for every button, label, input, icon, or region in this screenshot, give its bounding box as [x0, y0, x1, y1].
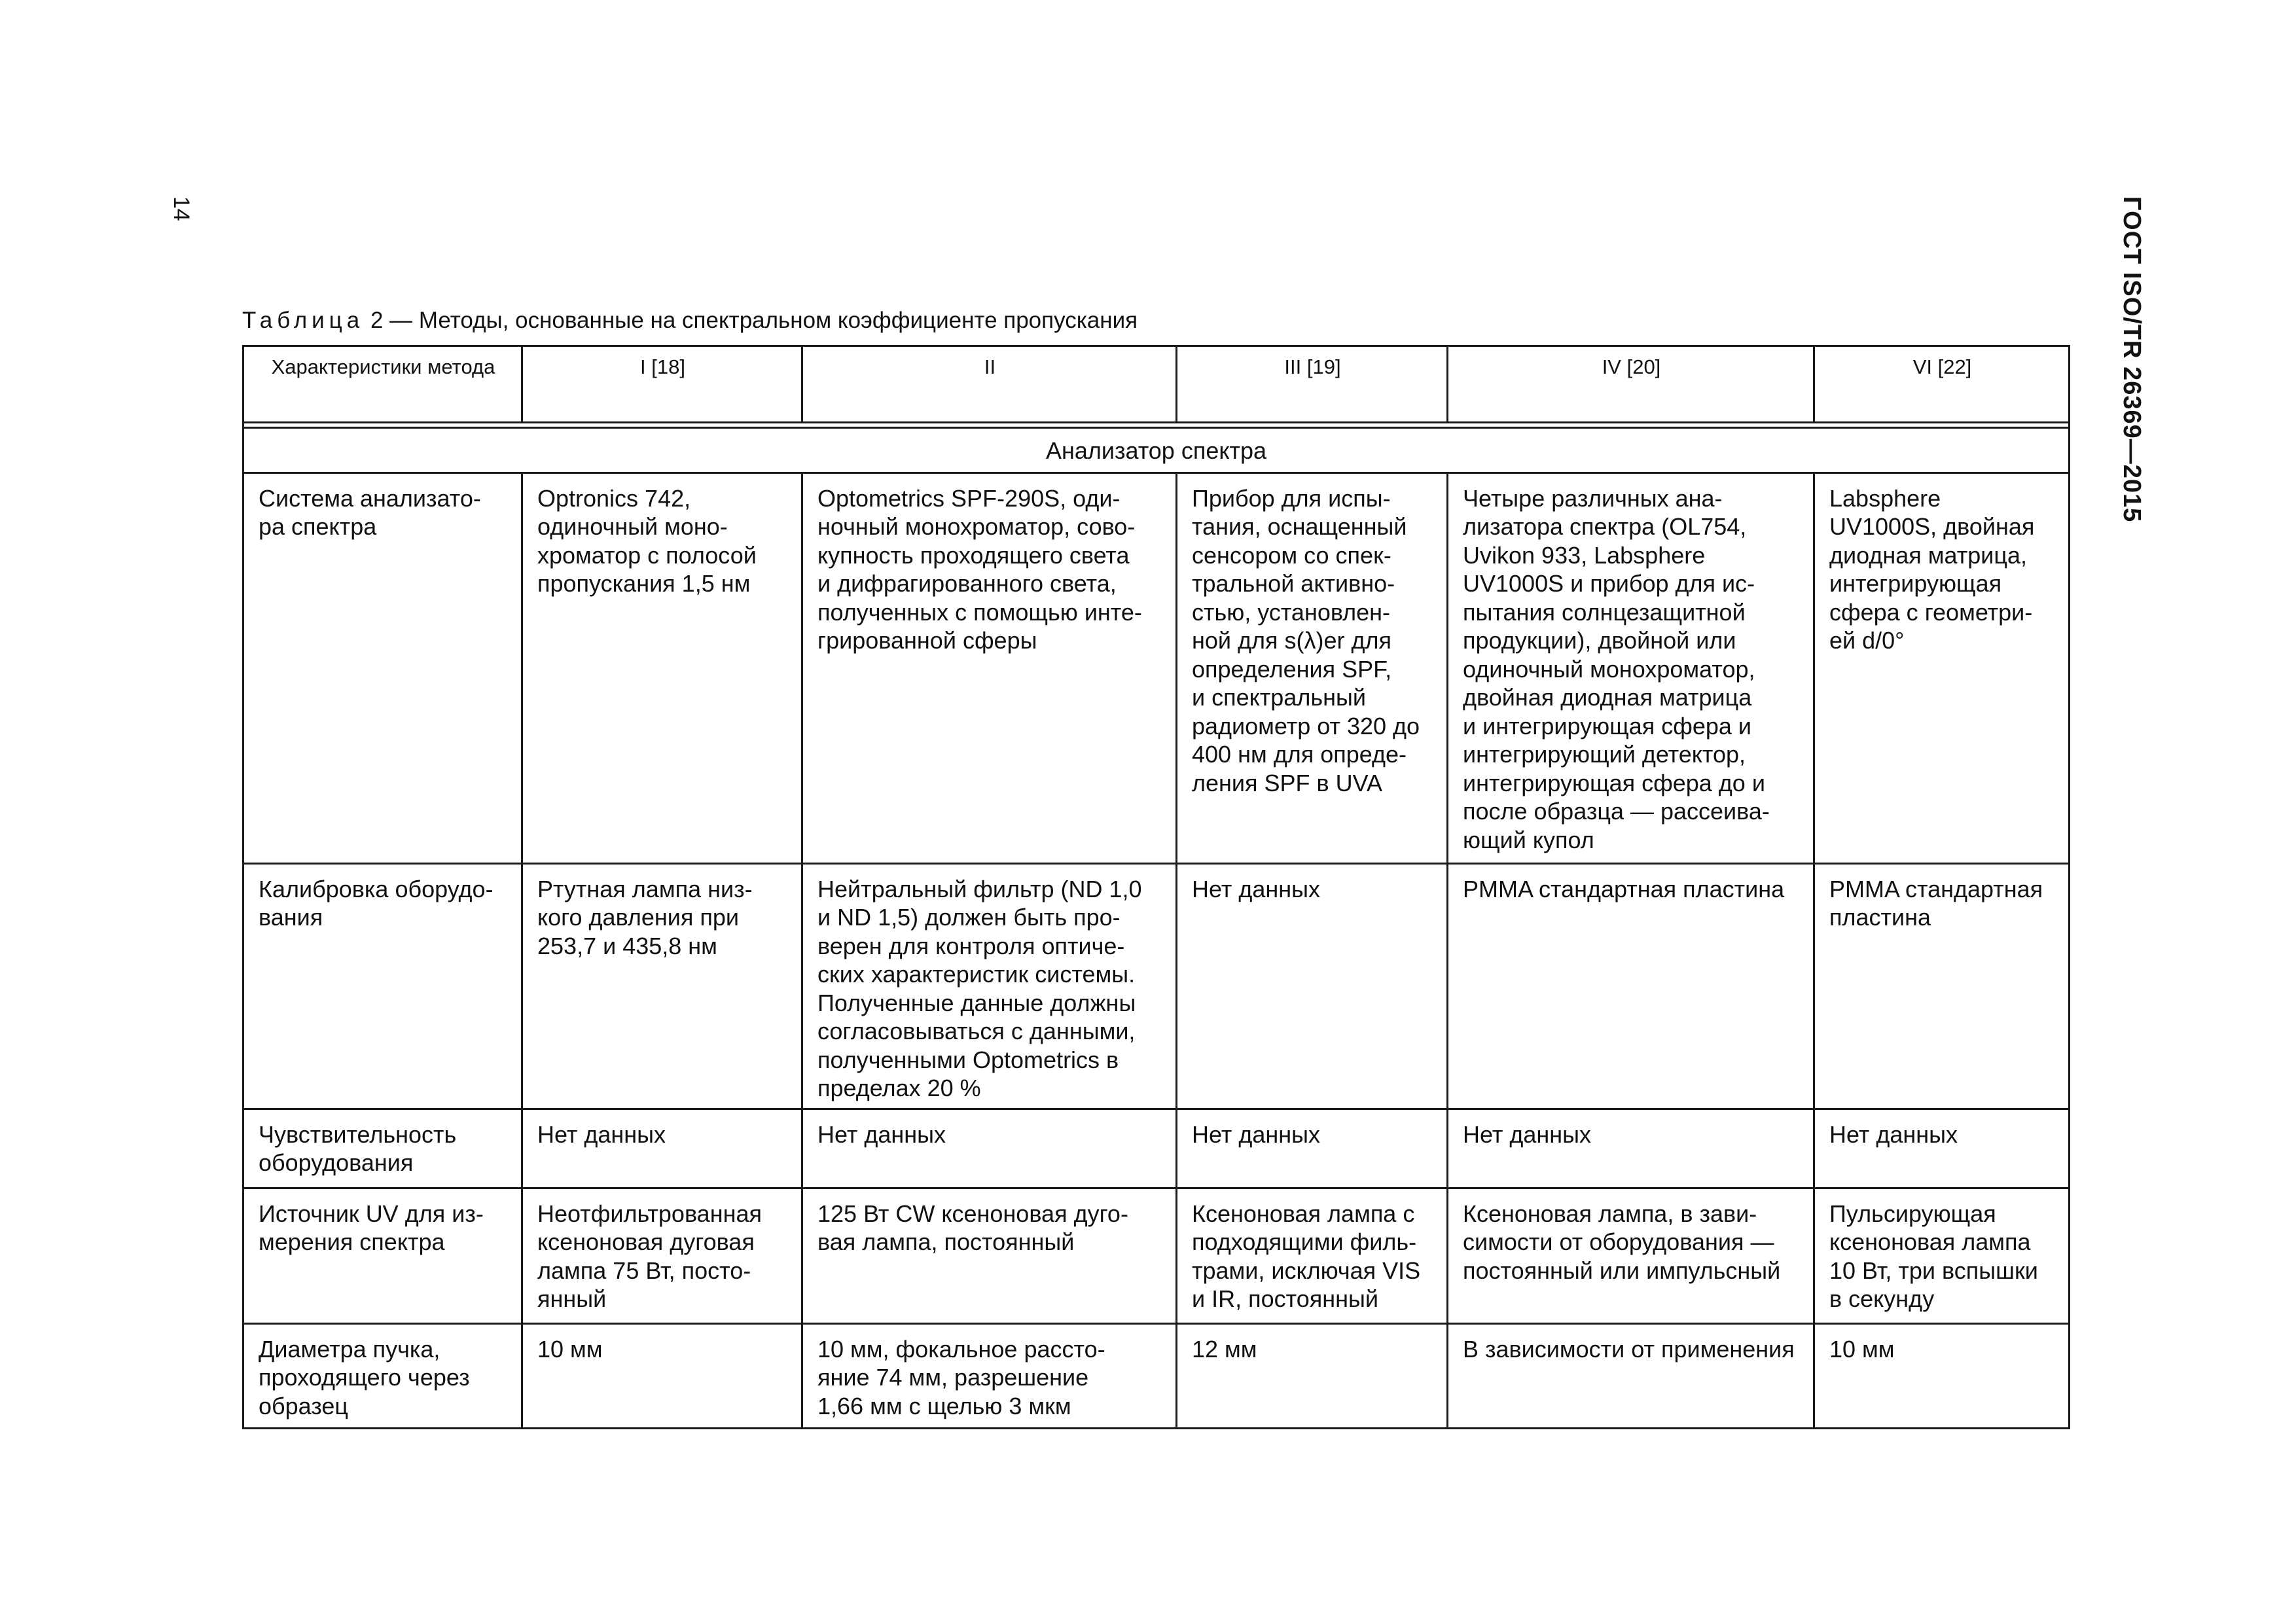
table-cell: Ксеноновая лампа, в зави- симости от оборудования — постоянный или импульсный: [1448, 1188, 1814, 1323]
table-cell: Нет данных: [522, 1109, 802, 1188]
section-title: Анализатор спектра: [243, 428, 2070, 473]
table-cell: Нейтральный фильтр (ND 1,0 и ND 1,5) должен быть про- верен для контроля оптиче- ских характеристик системы. Полученные данные должны согласовываться с данными, полученными Optometrics в пределах 20 %: [802, 863, 1177, 1109]
table-cell: Нет данных: [1448, 1109, 1814, 1188]
row-label-cell: Калибровка оборудо- вания: [243, 863, 522, 1109]
table-cell: 10 мм, фокальное рассто- яние 74 мм, разрешение 1,66 мм с щелью 3 мкм: [802, 1323, 1177, 1428]
table-cell: Optometrics SPF-290S, оди- ночный монохроматор, сово- купность проходящего света и дифрагированного света, полученных с помощью инте- грированной сферы: [802, 473, 1177, 863]
header-cell: IV [20]: [1448, 346, 1814, 423]
table-cell: Прибор для испы- тания, оснащенный сенсором со спек- тральной активно- стью, установлен- ной для s(λ)er для определения SPF, и спектральный радиометр от 320 до 400 нм для опреде- ления SPF в UVA: [1177, 473, 1448, 863]
header-separator: [243, 423, 2070, 428]
table-cell: Optronics 742, одиночный моно- хроматор с полосой пропускания 1,5 нм: [522, 473, 802, 863]
methods-table: [242, 345, 2070, 1429]
table-cell: Labsphere UV1000S, двойная диодная матрица, интегрирующая сфера с геометри- ей d/0°: [1814, 473, 2070, 863]
table-cell: 125 Вт CW ксеноновая дуго- вая лампа, постоянный: [802, 1188, 1177, 1323]
document-id: ГОСТ ISO/TR 26369—2015: [2118, 196, 2145, 523]
table-cell: 12 мм: [1177, 1323, 1448, 1428]
table-cell: В зависимости от применения: [1448, 1323, 1814, 1428]
table-cell: Нет данных: [1814, 1109, 2070, 1188]
table-row: [243, 1188, 2070, 1323]
table-cell: PMMA стандартная пластина: [1814, 863, 2070, 1109]
header-cell: I [18]: [522, 346, 802, 423]
table-cell: Нет данных: [1177, 863, 1448, 1109]
table-row: [243, 1109, 2070, 1188]
table-header-row: [243, 346, 2070, 423]
header-cell: III [19]: [1177, 346, 1448, 423]
caption-number: 2: [364, 308, 384, 333]
row-label-cell: Диаметра пучка, проходящего через образец: [243, 1323, 522, 1428]
table-cell: Ртутная лампа низ- кого давления при 253,7 и 435,8 нм: [522, 863, 802, 1109]
page-number: 14: [169, 196, 194, 221]
table-row: [243, 473, 2070, 863]
header-cell: VI [22]: [1814, 346, 2070, 423]
table-cell: Нет данных: [802, 1109, 1177, 1188]
table-cell: Нет данных: [1177, 1109, 1448, 1188]
table-cell: 10 мм: [522, 1323, 802, 1428]
table-row: [243, 863, 2070, 1109]
table-row: [243, 1323, 2070, 1428]
table-cell: 10 мм: [1814, 1323, 2070, 1428]
table-cell: PMMA стандартная пластина: [1448, 863, 1814, 1109]
row-label-cell: Источник UV для из- мерения спектра: [243, 1188, 522, 1323]
table-cell: Ксеноновая лампа с подходящими филь- трами, исключая VIS и IR, постоянный: [1177, 1188, 1448, 1323]
header-cell: Характеристики метода: [243, 346, 522, 423]
table-caption: [242, 308, 1138, 334]
table-cell: Четыре различных ана- лизатора спектра (OL754, Uvikon 933, Labsphere UV1000S и прибор для ис- пытания солнцезащитной продукции), двойной или одиночный монохроматор, двойная диодная матрица и интегрирующая сфера и интегрирующий детектор, интегрирующая сфера до и после образца — рассеива- ющий купол: [1448, 473, 1814, 863]
table-cell: Неотфильтрованная ксеноновая дуговая лампа 75 Вт, посто- янный: [522, 1188, 802, 1323]
section-row: [243, 428, 2070, 473]
header-cell: II: [802, 346, 1177, 423]
table-cell: Пульсирующая ксеноновая лампа 10 Вт, три вспышки в секунду: [1814, 1188, 2070, 1323]
caption-label: Таблица: [242, 308, 365, 333]
row-label-cell: Система анализато- ра спектра: [243, 473, 522, 863]
caption-text: — Методы, основанные на спектральном коэффициенте пропускания: [383, 308, 1138, 333]
row-label-cell: Чувствительность оборудования: [243, 1109, 522, 1188]
